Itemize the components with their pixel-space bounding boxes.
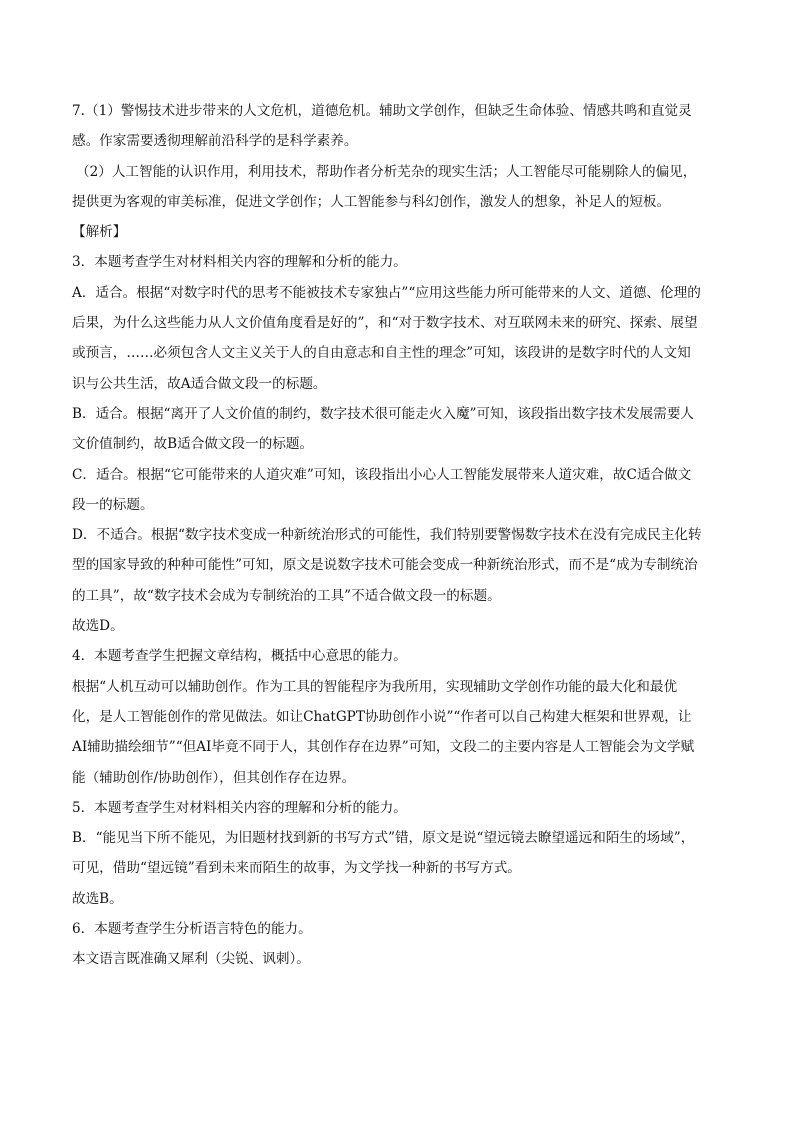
q3-answer: 故选D。 bbox=[72, 618, 124, 635]
analysis-heading: 【解析】 bbox=[72, 224, 127, 241]
q5-intro: 5．本题考查学生对材料相关内容的理解和分析的能力。 bbox=[72, 799, 407, 816]
q3-option-b-line1: B．适合。根据“离开了人文价值的制约，数字技术很可能走火入魔”可知，该段指出数字技术发展需要人 bbox=[72, 405, 695, 422]
q3-option-a-line1: A．适合。根据“对数字时代的思考不能被技术专家独占”“应用这些能力所可能带来的人文、道德、伦理的 bbox=[72, 284, 701, 301]
q3-option-d-line3: 的工具”，故“数字技术会成为专制统治的工具”不适合做文段一的标题。 bbox=[72, 587, 501, 604]
q5-answer: 故选B。 bbox=[72, 890, 123, 907]
q6-body: 本文语言既准确又犀利（尖锐、讽刺）。 bbox=[72, 951, 310, 968]
answer-7-part2-line2: 提供更为客观的审美标准，促进文学创作；人工智能参与科幻创作，激发人的想象，补足人的短板。 bbox=[72, 193, 671, 210]
q3-option-a-line2: 后果，为什么这些能力从人文价值角度看是好的”，和“对于数字技术、对互联网未来的研究、探索、展望 bbox=[72, 315, 698, 332]
q6-intro: 6．本题考查学生分析语言特色的能力。 bbox=[72, 921, 312, 938]
q4-body-line1: 根据“人机互动可以辅助创作。作为工具的智能程序为我所用，实现辅助文学创作功能的最大化和最优 bbox=[72, 678, 678, 695]
answer-7-part1-line2: 感。作家需要透彻理解前沿科学的是科学素养。 bbox=[72, 133, 358, 150]
q4-body-line3: AI辅助描绘细节”“但AI毕竟不同于人，其创作存在边界”可知，文段二的主要内容是人工智能会为文学赋 bbox=[72, 739, 695, 756]
q3-option-b-line2: 文价值制约，故B适合做文段一的标题。 bbox=[72, 436, 314, 453]
q3-option-d-line1: D．不适合。根据“数字技术变成一种新统治形式的可能性，我们特别要警惕数字技术在没有完成民主化转 bbox=[72, 527, 702, 544]
q3-option-c-line2: 段一的标题。 bbox=[72, 496, 154, 513]
q3-option-a-line3: 或预言，……必须包含人文主义关于人的自由意志和自主性的理念”可知，该段讲的是数字时代的人文知 bbox=[72, 345, 691, 362]
q4-body-line2: 化，是人工智能创作的常见做法。如让ChatGPT协助创作小说”“作者可以自己构建大框架和世界观，让 bbox=[72, 708, 692, 725]
q3-intro: 3．本题考查学生对材料相关内容的理解和分析的能力。 bbox=[72, 254, 407, 271]
answer-7-part1-line1: 7.（1）警惕技术进步带来的人文危机，道德危机。辅助文学创作，但缺乏生命体验、情感共鸣和直觉灵 bbox=[72, 103, 692, 119]
q3-option-a-line4: 识与公共生活，故A适合做文段一的标题。 bbox=[72, 375, 327, 392]
answer-7-part2-line1: （2）人工智能的认识作用，利用技术，帮助作者分析芜杂的现实生活；人工智能尽可能剔除人的偏见， bbox=[76, 163, 697, 180]
q5-option-b-line1: B．“能见当下所不能见，为旧题材找到新的书写方式”错，原文是说“望远镜去瞭望遥远和陌生的场域”， bbox=[72, 830, 695, 847]
q4-body-line4: 能（辅助创作/协助创作），但其创作存在边界。 bbox=[72, 769, 356, 786]
document-page bbox=[72, 96, 712, 975]
q3-option-c-line1: C．适合。根据“它可能带来的人道灾难”可知，该段指出小心人工智能发展带来人道灾难，故C适合做文 bbox=[72, 466, 692, 483]
q4-intro: 4．本题考查学生把握文章结构，概括中心意思的能力。 bbox=[72, 648, 407, 665]
q5-option-b-line2: 可见，借助“望远镜”看到未来而陌生的故事，为文学找一种新的书写方式。 bbox=[72, 860, 521, 877]
q3-option-d-line2: 型的国家导致的种种可能性”可知，原文是说数字技术可能会变成一种新统治形式，而不是“成为专制统治 bbox=[72, 557, 698, 574]
